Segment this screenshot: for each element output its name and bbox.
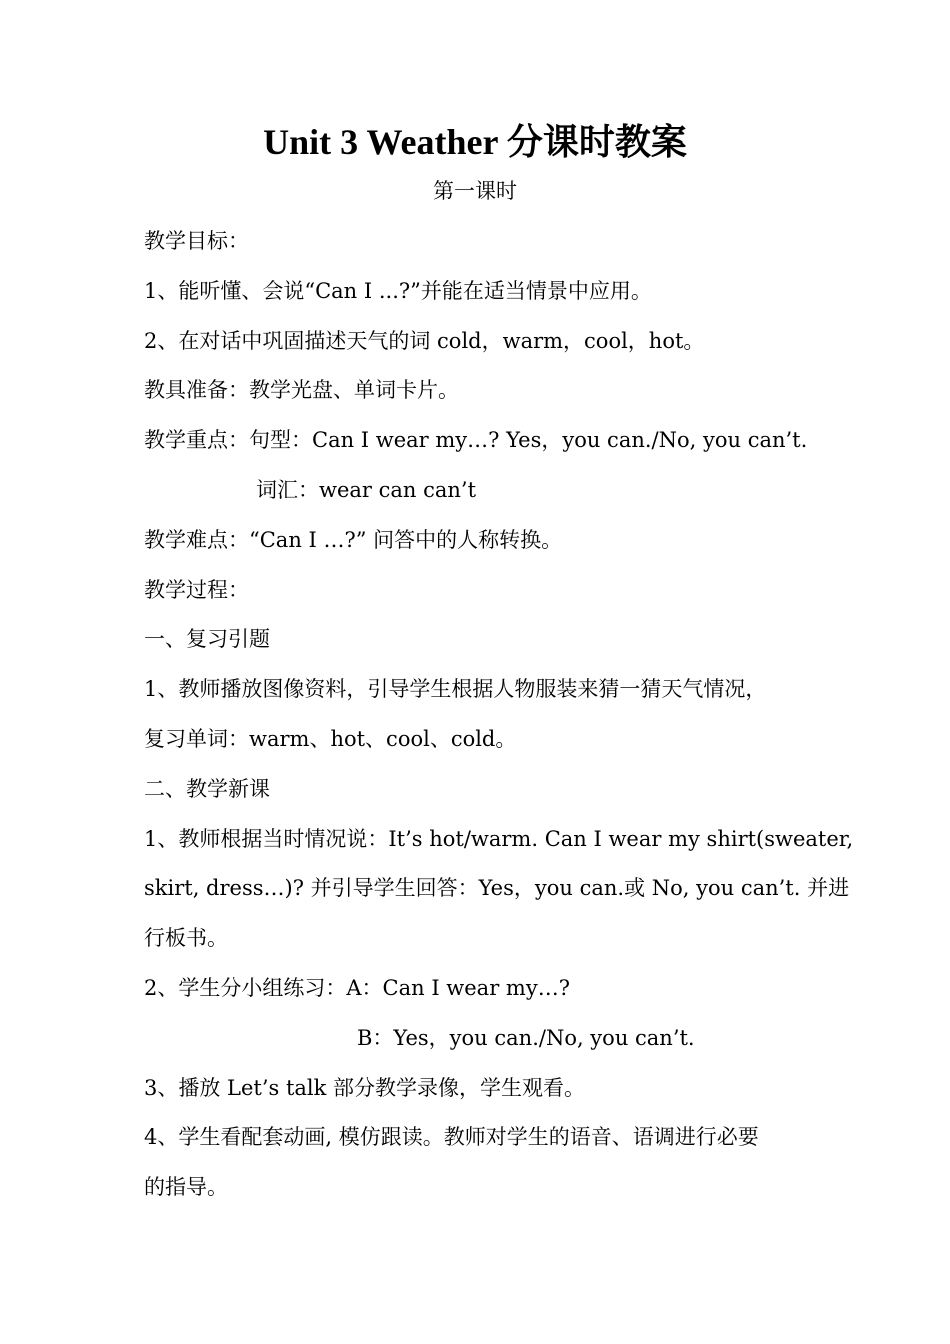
- lesson-subtitle: 第一课时: [433, 179, 517, 203]
- new-lesson-step-1: 1、教师根据当时情况说：It’s hot/warm. Can I wear my shirt(sweater,: [144, 827, 854, 851]
- objective-2: 2、在对话中巩固描述天气的词 cold，warm，cool，hot。: [144, 329, 705, 353]
- document-title: Unit 3 Weather 分课时教案: [263, 122, 687, 162]
- teaching-objectives-heading: 教学目标：: [144, 229, 249, 253]
- new-lesson-step-1-cont: skirt, dress…)? 并引导学生回答：Yes，you can.或 No, you can’t. 并进: [144, 876, 850, 900]
- review-step-1: 1、教师播放图像资料，引导学生根据人物服装来猜一猜天气情况，: [144, 677, 767, 701]
- objective-1: 1、能听懂、会说“Can I ...?”并能在适当情景中应用。: [144, 279, 652, 303]
- new-lesson-step-4: 4、学生看配套动画, 模仿跟读。教师对学生的语音、语调进行必要: [144, 1125, 759, 1149]
- new-lesson-step-2-answer: B：Yes，you can./No, you can’t.: [357, 1026, 695, 1050]
- new-lesson-step-3: 3、播放 Let’s talk 部分教学录像，学生观看。: [144, 1076, 586, 1100]
- key-points-vocabulary: 词汇：wear can can’t: [256, 478, 477, 502]
- key-points-sentence: 教学重点：句型：Can I wear my…? Yes，you can./No, you can’t.: [144, 428, 808, 452]
- new-lesson-step-2: 2、学生分小组练习：A：Can I wear my…?: [144, 976, 570, 1000]
- section-new-lesson-heading: 二、教学新课: [144, 777, 270, 801]
- difficult-points: 教学难点：“Can I …?” 问答中的人称转换。: [144, 528, 563, 552]
- teaching-aids: 教具准备：教学光盘、单词卡片。: [144, 378, 459, 402]
- review-step-1-cont: 复习单词：warm、hot、cool、cold。: [144, 727, 517, 751]
- section-review-heading: 一、复习引题: [144, 627, 270, 651]
- new-lesson-step-4-cont: 的指导。: [144, 1175, 228, 1199]
- new-lesson-step-1-end: 行板书。: [144, 926, 228, 950]
- teaching-process-heading: 教学过程：: [144, 578, 249, 602]
